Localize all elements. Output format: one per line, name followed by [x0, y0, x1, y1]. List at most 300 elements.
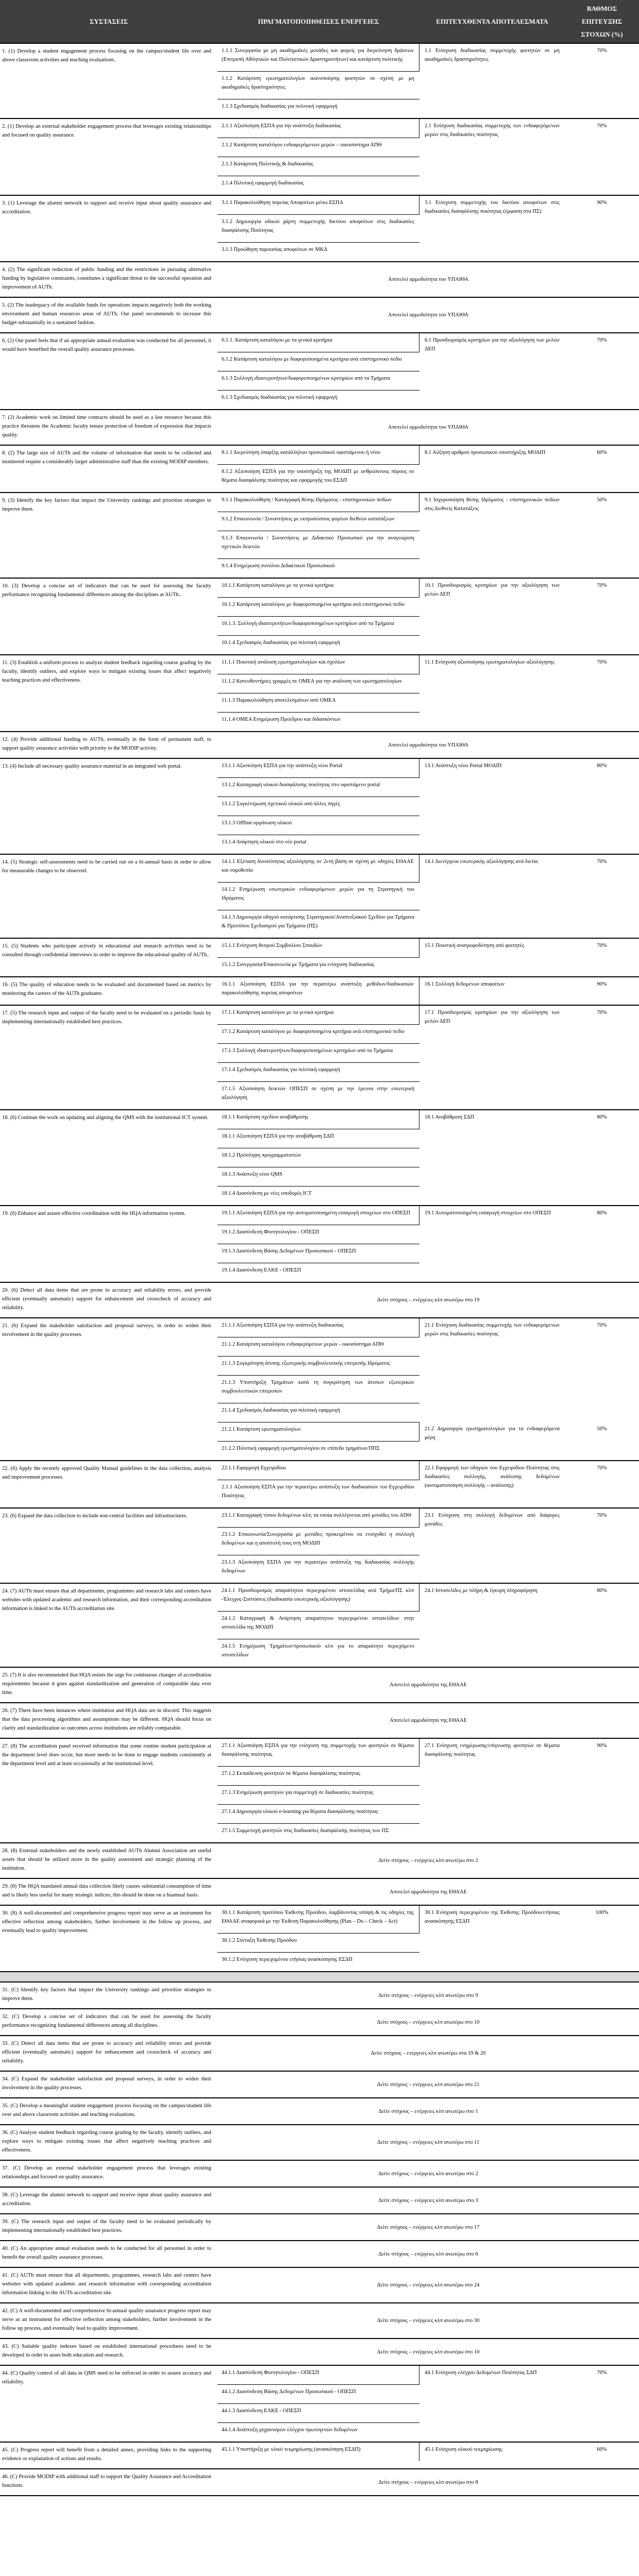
result-cell: 16.1 Συλλογή δεδομένων αποφοίτων — [425, 981, 505, 987]
note-cell: Δείτε στόχους – ενέργειες κλπ ανωτέρω στο 2 — [378, 2171, 478, 2177]
action-group — [217, 1509, 639, 1583]
table-row — [0, 196, 639, 262]
recommendation-cell: 9. (3) Identify the key factors that impact the University rankings and prioritize strategies to improve them. — [2, 498, 211, 512]
table-row — [0, 333, 639, 410]
note-cell: Αποτελεί αρμοδιότητα του ΥΠΑΙΘΑ — [388, 277, 469, 282]
action-item: 44.1.1 Διασύνδεση Φοιτητολογίου - ΟΠΕΣΠ — [217, 2366, 419, 2384]
row-content — [217, 2443, 639, 2468]
table-row — [0, 1843, 639, 1879]
table-row — [0, 2443, 639, 2469]
row-content — [217, 1461, 639, 1507]
table-body — [0, 44, 639, 2496]
actions-column — [217, 579, 419, 654]
note-cell: Αποτελεί αρμοδιότητα του ΥΠΑΙΘΑ — [388, 312, 469, 318]
recommendation-cell: 31. (C) Identify key factors that impact the University rankings and prioritize strategies to improve them. — [2, 1987, 211, 2002]
table-row — [0, 1739, 639, 1843]
recommendation-cell: 25. (7) It is also recommended that HQA resists the urge for continuous changes of accreditation requirements because it goes against standardization and generation of comparable data over time. — [2, 1672, 211, 1696]
table-row — [0, 2188, 639, 2214]
table-row — [0, 1318, 639, 1461]
note-cell: Δείτε στόχους – ενέργειες κλπ ανωτέρω στο 30 — [377, 2318, 480, 2324]
recommendation-cell: 1. (1) Develop a student engagement process focusing on the campus/student life over and above classroom activities and teaching evaluations. — [2, 48, 211, 63]
header-recommendations: ΣΥΣΤΑΣΕΙΣ — [90, 18, 128, 25]
action-item: 17.1.1 Κατάρτιση καταλόγου με τα γενικά κριτήρια — [217, 1006, 419, 1024]
result-cell: 11.1 Ενίσχυση αξιοποίησης ερωτηματολογίων αξιολόγησης — [425, 659, 554, 665]
result-cell: 1.1 Ενίσχυση διαδικασίας συμμετοχής φοιτητών σε μη ακαδημαϊκές δραστηριότητες — [425, 48, 560, 62]
row-content — [217, 2268, 639, 2302]
result-cell: 22.1 Εφαρμογή των οδηγιών του Εγχειριδίου Ποιότητας στις διαδικασίες συλλογής, ανάλυσης δεδομένων (αυτοματοποίηση συλλογής – ανάλυσης) — [425, 1465, 560, 1488]
action-item: 24.1.1 Προσδιορισμός απαραίτητου περιεχομένου ιστοσελίδας ανά Τμήμα/ΠΣ κλπ -Έλεγχος-Συστάσεις (διαδικασία εσωτερικής αξιολόγησης) — [217, 1584, 419, 1611]
table-row — [0, 1206, 639, 1283]
action-item: 21.1.3 Υποστήριξη Τμημάτων κατά τη συγκρότηση των άτυπων εξωτερικών συμβουλευτικών επιτροπών — [217, 1375, 419, 1403]
table-row — [0, 2161, 639, 2188]
actions-column — [217, 1318, 419, 1422]
action-item: 22.1.1 Εφαρμογή Εγχειριδίου — [217, 1461, 419, 1480]
table-row — [0, 410, 639, 446]
result-cell: 21.2 Δημιουργία ερωτηματολογίων για τα ενδιαφερόμενα μέρη — [425, 1426, 560, 1440]
action-group — [217, 1906, 639, 1971]
note-cell: Δείτε στόχους – ενέργειες κλπ ανωτέρω στο 3 — [378, 2197, 478, 2204]
grade-cell: 90% — [597, 200, 607, 206]
grade-cell: 100% — [595, 1910, 609, 1916]
recommendation-cell: 42. (C) A well-documented and comprehensive bi-annual quality assurance progress report may serve as an instrument for effective reflection among stakeholders, further involvement in the follow up process, and eventually lead to quality improvement. — [2, 2308, 211, 2331]
action-item: 14.1.1 Εξέταση δυνατότητας αξιολόγησης σε 2ετή βάση σε σχέση με οδηγίες ΕΘΑΑΕ και νομοθεσία — [217, 855, 419, 882]
row-content — [217, 1006, 639, 1109]
table-row — [0, 2366, 639, 2443]
action-item: 1.1.2 Κατάρτιση ερωτηματολογίων ικανοποίησης φοιτητών σε σχέση με μη ακαδημαϊκές δραστηριότητες — [217, 71, 419, 99]
row-content — [217, 1982, 639, 2008]
note-cell: Δείτε στόχους – ενέργειες κλπ ανωτέρω στο 17 — [377, 2224, 480, 2230]
recommendation-cell: 3. (1) Leverage the alumni network to support and receive input about quality assurance and accreditation. — [2, 200, 211, 215]
row-content — [217, 2214, 639, 2240]
recommendation-cell: 29. (8) The HQA mandated annual data collection likely causes substantial consumption of time and is likely less useful for many strategic indices; this should be done on a biannual basis. — [2, 1884, 211, 1898]
recommendation-cell: 23. (6) Expand the data collection to include non-central facilities and infrastructures. — [2, 1513, 188, 1519]
table-header-row — [0, 0, 639, 44]
actions-column — [217, 655, 419, 731]
recommendation-cell: 16. (5) The quality of education needs to be evaluated and documented based on metrics by monitoring the careers of the AUTh graduates. — [2, 982, 211, 996]
recommendation-cell: 45. (C) Progress report will benefit from a detailed annex, providing links to the supporting evidence or explanation of actions and results. — [2, 2447, 211, 2462]
action-item: 16.1.1 Αξιοποίηση ΕΣΠΑ για την περαιτέρω ανάπτυξη μεθόδων/διαδικασιών παρακολούθησης πορείας αποφοίτων — [217, 977, 419, 1005]
result-cell: 18.1 Αναβάθμιση ΣΔΠ — [425, 1114, 475, 1120]
recommendation-cell: 34. (C) Expand the stakeholder satisfaction and proposal surveys, in order to widen their involvement in the quality processes. — [2, 2076, 211, 2091]
action-group — [217, 1584, 639, 1667]
table-row — [0, 1509, 639, 1584]
recommendation-cell: 38. (C) Leverage the alumni network to support and receive input about quality assurance and accreditation. — [2, 2192, 211, 2207]
table-row — [0, 939, 639, 977]
action-item: 18.1.1 Αξιοποίηση ΕΣΠΑ για την αναβάθμιση ΣΔΠ — [217, 1129, 419, 1148]
actions-column — [217, 1461, 419, 1507]
row-content — [217, 2072, 639, 2097]
grade-cell: 70% — [597, 859, 607, 865]
action-group — [217, 855, 639, 938]
row-content — [217, 196, 639, 261]
row-content — [217, 2241, 639, 2267]
row-content — [217, 1739, 639, 1842]
recommendation-cell: 32. (C) Develop a concise set of indicators that can be used for assessing the faculty performance recognizing fundamental differences among all disciplines. — [2, 2014, 211, 2028]
actions-column — [217, 939, 419, 976]
recommendation-cell: 21. (6) Expand the stakeholder satisfaction and proposal surveys, in order to widen their involvement in the quality processes. — [2, 1323, 211, 1337]
note-cell: Δείτε στόχους – ενέργειες κλπ ανωτέρω στο 6 — [378, 2251, 478, 2257]
recommendation-cell: 46. (C) Provide MODIP with additional staff to support the Quality Assurance and Accreditation functions. — [2, 2474, 211, 2488]
action-item: 6.1.3 Συλλογή ιδιαιτεροτήτων/διαφοροποιημένων κριτηρίων από τα Τμήματα — [217, 371, 419, 390]
row-content — [217, 119, 639, 195]
recommendation-cell: 19. (6) Enhance and assure effective coordination with the HQA information system. — [2, 1211, 186, 1216]
grade-cell: 70% — [597, 943, 607, 948]
action-item: 27.1.5 Συμμετοχή φοιτητών στις διαδικασίες διασφάλισης ποιότητας των ΠΣ — [217, 1823, 419, 1842]
recommendation-cell: 8. (2) The large size of AUTh and the volume of information that needs to be collected and monitored require a considerably larger administrative staff than the existing MODIP members. — [2, 450, 211, 465]
grade-cell: 80% — [597, 1210, 607, 1216]
action-group — [217, 977, 639, 1005]
actions-column — [217, 2366, 419, 2442]
result-cell: 19.1 Αυτοματοποιημένη εισαγωγή στοιχείων στο ΟΠΕΣΠ — [425, 1210, 551, 1216]
result-cell: 30.1 Ενίσχυση περιεχομένου της Έκθεσης Προόδου/ετήσιας ανασκόπησης ΕΣΔΠ — [425, 1910, 560, 1924]
action-item: 2.1.4 Πιλοτική εφαρμογή διαδικασίας — [217, 176, 419, 195]
row-content — [217, 2161, 639, 2187]
table-row — [0, 732, 639, 759]
grade-cell: 70% — [597, 583, 607, 588]
recommendation-cell: 2. (1) Develop an external stakeholder engagement process that leverages existing relationships and focused on quality assurance. — [2, 124, 211, 138]
action-item: 13.1.2 Συγκέντρωση σχετικού υλικού από άλλες πηγές — [217, 796, 419, 816]
action-item: 18.1.2 Πρόσληψη προγραμματιστών — [217, 1148, 419, 1167]
action-item: 21.2.2 Πιλοτική εφαρμογή ερωτηματολογίου σε επίπεδο τμημάτων/ΠΠΣ — [217, 1441, 419, 1460]
action-item: 10.1.1 Κατάρτιση καταλόγου με τα γενικά κριτήρια — [217, 579, 419, 597]
note-cell: Δείτε στόχους – ενέργειες κλπ ανωτέρω στο 2 — [378, 1858, 478, 1863]
recommendation-cell: 13. (4) Include all necessary quality assurance material in an integrated web portal. — [2, 764, 182, 769]
row-content — [217, 655, 639, 731]
recommendation-cell: 7. (2) Academic work on limited time contracts should be used as a last resource because this practice threatens the Academic faculty tenure protection of freedom of expression that impacts quality. — [2, 415, 211, 438]
table-row — [0, 977, 639, 1006]
header-results: ΕΠΙΤΕΥΧΘΕΝΤΑ ΑΠΟΤΕΛΕΣΜΑΤΑ — [436, 18, 548, 25]
table-row — [0, 2098, 639, 2125]
row-content — [217, 1668, 639, 1702]
action-item: 17.1.3 Συλλογή ιδιαιτεροτήτων/διαφοροποιημένων κριτηρίων από τα Τμήματα — [217, 1043, 419, 1062]
action-group — [217, 333, 639, 409]
row-content — [217, 410, 639, 445]
result-cell: 17.1 Προσδιορισμός κριτηρίων για την αξιολόγηση των μελών ΔΕΠ — [425, 1010, 560, 1024]
table-row — [0, 2339, 639, 2366]
table-row — [0, 2125, 639, 2161]
row-content — [217, 298, 639, 332]
action-item: 2.1.2 Κατάρτιση καταλόγου ενδιαφερόμενων μερών – οικοσύστημα ΑΠΘ — [217, 138, 419, 157]
action-item: 13.1.4 Ανάρτηση υλικού στο νέο portal — [217, 835, 419, 854]
action-item: 11.1.4 ΟΜΕΑ Ενημέρωση Προέδρου και διδασκόντων — [217, 712, 419, 731]
action-group — [217, 759, 639, 854]
recommendation-cell: 10. (3) Develop a concise set of indicators that can be used for assessing the faculty performance recognizing fundamental differences among the disciplines at AUTh.. — [2, 583, 211, 598]
table-row — [0, 1110, 639, 1206]
action-group — [217, 2366, 639, 2442]
result-cell: 21.1 Ενίσχυση διαδικασίας συμμετοχής των ενδιαφερόμενων μερών στις διαδικασίες ποιότητας — [425, 1323, 560, 1337]
row-content — [217, 1703, 639, 1738]
recommendation-cell: 22. (6) Apply the recently approved Quality Manual guidelines in the data collection, analysis and improvement processes. — [2, 1466, 211, 1480]
row-content — [217, 1206, 639, 1282]
grade-cell: 90% — [597, 1743, 607, 1749]
action-group — [217, 1110, 639, 1205]
action-group — [217, 1461, 639, 1507]
action-item: 14.1.3 Δημιουργία οδηγού κατάρτισης Στρατηγικού/Αναπτυξιακού Σχεδίου για Τμήματα & Προτύπου Σχεδιασμού για Τμήματα (ΠΣ) — [217, 910, 419, 938]
action-item: 9.1.3 Επικοινωνία / Συναντήσεις με Διδακτικό Προσωπικό για την αναγνώριση σχετικών δεικτών — [217, 531, 419, 558]
table-row — [0, 2303, 639, 2339]
note-cell: Δείτε στόχους – ενέργειες κλπ ανωτέρω στο 10 — [377, 2349, 480, 2355]
actions-column — [217, 333, 419, 409]
action-group — [217, 196, 639, 261]
result-cell: 45.1 Ενίσχυση υλικού τεκμηρίωσης — [425, 2447, 502, 2452]
action-item: 17.1.5 Αξιοποίηση δεικτών ΟΠΕΣΠ σε σχέση με την έρευνα στην εσωτερική αξιολόγηση — [217, 1081, 419, 1109]
action-item: 19.1.1 Αξιοποίηση ΕΣΠΑ για την αυτοματοποιημένη εισαγωγή στοιχείων στο ΟΠΕΣΠ — [217, 1206, 419, 1225]
action-item: 21.2.1 Κατάρτιση ερωτηματολογίων — [217, 1422, 419, 1441]
action-item: 17.1.4 Σχεδιασμός διαδικασίας για πιλοτική εφαρμογή — [217, 1062, 419, 1081]
table-row — [0, 2469, 639, 2496]
action-item: 2.1.1 Αξιοποίηση ΕΣΠΑ για την ανάπτυξη διαδικασίας — [217, 119, 419, 138]
recommendation-cell: 40. (C) An appropriate annual evaluation needs to be conducted for all personnel in order to benefit the overall quality assurance processes. — [2, 2246, 211, 2260]
action-group — [217, 655, 639, 731]
action-group — [217, 493, 639, 578]
note-cell: Δείτε στόχους – ενέργειες κλπ ανωτέρω στο 9 — [378, 1992, 478, 1998]
table-row — [0, 759, 639, 855]
table-row — [0, 1584, 639, 1668]
action-item: 30.1.2 Σύνταξη Έκθεσης Προόδου — [217, 1933, 419, 1952]
actions-column — [217, 977, 419, 1005]
note-cell: Δείτε στόχους – ενέργειες κλπ ανωτέρω στο 1 — [378, 2108, 478, 2114]
action-group — [217, 579, 639, 654]
note-cell: Δείτε στόχους – ενέργειες κλπ ανωτέρω στα 19 & 20 — [371, 2050, 486, 2056]
recommendation-cell: 27. (8) The accreditation panel received information that some routine student participation at the department level does occur, but more needs to be done to engage students consistently at the department level and at least occasionally at the institutional level. — [2, 1743, 211, 1767]
grade-cell: 70% — [597, 123, 607, 129]
row-content — [217, 1584, 639, 1667]
note-cell: Δείτε στόχους – ενέργειες κλπ ανωτέρω στο 19 — [377, 1297, 480, 1303]
action-item: 11.1.1 Ποιοτική ανάλυση ερωτηματολογίων και σχολίων — [217, 655, 419, 674]
action-group — [217, 939, 639, 976]
recommendation-cell: 35. (C) Develop a meaningful student engagement process focusing on the campus/student life over and above classroom activities and teaching evaluations. — [2, 2103, 211, 2117]
action-group — [217, 2443, 639, 2461]
result-cell: 6.1 Προσδιορισμός κριτηρίων για την αξιολόγηση των μελών ΔΕΠ — [425, 337, 560, 352]
table-row — [0, 2072, 639, 2098]
action-item: 44.1.3 Διασύνδεση ΕΛΚΕ - ΟΠΕΣΠ — [217, 2403, 419, 2422]
action-item: 27.1.2 Εκπαίδευση φοιτητών σε θέματα διασφάλισης ποιότητας — [217, 1766, 419, 1785]
recommendation-cell: 33. (C) Detect all data items that are prone to accuracy and reliability errors and provide efficient (eventually automatic) support for enhancement and crosscheck of accuracy and reliability. — [2, 2041, 211, 2064]
header-actions: ΠΡΑΓΜΑΤΟΠΟΙΗΘΕΙΣΕΣ ΕΝΕΡΓΕΙΕΣ — [258, 18, 379, 25]
recommendation-cell: 11. (3) Establish a uniform process to analyze student feedback regarding course grading by the faculty, identify outliers, and explore ways to mitigate existing issues that affect negatively teaching practices and effectiveness. — [2, 660, 211, 683]
row-content — [217, 2303, 639, 2338]
row-content — [217, 855, 639, 938]
action-item: 3.1.2 Δημιουργία οδικού χάρτη συμμετοχής δικτύου αποφοίτων στις διαδικασίες διασφάλισης Ποιότητας — [217, 214, 419, 242]
result-cell: 23.1 Ενίσχυση στη συλλογή δεδομένων από διάφορες μονάδες — [425, 1513, 560, 1527]
recommendation-cell: 12. (4) Provide additional funding to AUTh, eventually in the form of permanent staff, to support quality assurance activities with priority to the MODIP activity. — [2, 737, 211, 751]
action-item: 17.1.2 Κατάρτιση καταλόγου με διαφοροποιημένα κριτήρια ανά επιστημονικό πεδίο — [217, 1024, 419, 1043]
note-cell: Δείτε στόχους – ενέργειες κλπ ανωτέρω στο 11 — [377, 2140, 480, 2145]
table-row — [0, 1461, 639, 1509]
action-item: 3.1.1 Παρακολούθηση πορείας Αποφοίτων μέσω ΕΣΠΑ — [217, 196, 419, 214]
table-row — [0, 493, 639, 579]
actions-column — [217, 119, 419, 195]
grade-cell: 50% — [597, 497, 607, 503]
row-content — [217, 44, 639, 118]
actions-column — [217, 493, 419, 578]
actions-column — [217, 1739, 419, 1842]
row-content — [217, 2009, 639, 2035]
action-group — [217, 1206, 639, 1282]
row-content — [217, 1318, 639, 1460]
row-content — [217, 262, 639, 297]
table-row — [0, 1879, 639, 1906]
recommendation-cell: 41. (C) AUTh must ensure that all departments, programmes, research labs and centers have websites with updated academic and research information with corresponding accreditation information linking to the AUTh accreditation site. — [2, 2273, 211, 2296]
table-row — [0, 2009, 639, 2036]
action-group — [217, 1318, 639, 1422]
note-cell: Δείτε στόχους – ενέργειες κλπ ανωτέρω στο 10 — [377, 2019, 480, 2025]
result-cell: 2.1 Ενίσχυση διαδικασίας συμμετοχής των ενδιαφερόμενων μερών στις διαδικασίες ποιότητας — [425, 123, 560, 138]
row-content — [217, 2125, 639, 2160]
row-content — [217, 1843, 639, 1878]
recommendation-cell: 4. (2) The significant reduction of public funding and the restrictions in pursuing alternative funding by legislative constraints, constitutes a significant threat to the successful operation and improvement of AUTh. — [2, 267, 211, 290]
table-row — [0, 1906, 639, 1972]
recommendation-cell: 17. (5) The research input and output of the faculty need to be evaluated on a periodic basis by implementing internationally established best practices. — [2, 1010, 211, 1025]
action-item: 11.1.2 Κατευθυντήριες γραμμές σε ΟΜΕΑ για την ανάλυση των ερωτηματολογίων — [217, 674, 419, 693]
note-cell: Αποτελεί αρμοδιότητα της ΕΘΑΑΕ — [390, 1889, 467, 1895]
table-row — [0, 1283, 639, 1318]
action-item: 18.1.3 Ανάπτυξη νέου QMS — [217, 1167, 419, 1186]
result-cell: 8.1 Αύξηση αριθμού προσωπικού υποστήριξης ΜΟΔΙΠ — [425, 450, 546, 455]
table-row — [0, 2036, 639, 2072]
action-group — [217, 446, 639, 492]
action-item: 6.1.1. Κατάρτιση καταλόγου με τα γενικά κριτήρια — [217, 333, 419, 352]
actions-column — [217, 196, 419, 261]
grade-cell: 80% — [597, 763, 607, 769]
action-group — [217, 44, 639, 118]
recommendation-cell: 43. (C) Suitable quality indexes based on established international procedures need to be developed in order to asses both education and research. — [2, 2344, 211, 2358]
recommendation-cell: 5. (2) The inadequacy of the available funds for operations impacts negatively both the working environment and human resources areas of AUTh. Our panel recommends to increase this budget substantially in a sustained fashion. — [2, 302, 211, 326]
grade-cell: 70% — [597, 337, 607, 343]
row-content — [217, 759, 639, 854]
table-row — [0, 655, 639, 732]
table-row — [0, 44, 639, 119]
recommendation-cell: 36. (C) Analyze student feedback regarding course grading by the faculty, identify outliers, and explore ways to mitigate existing issues that affect negatively teaching practices and effectiveness. — [2, 2130, 211, 2153]
action-item: 13.1.1 Αξιοποίηση ΕΣΠΑ για την ανάπτυξη νέου Portal — [217, 759, 419, 777]
action-item: 21.1.1 Αξιοποίηση ΕΣΠΑ για την ανάπτυξη διαδικασίας — [217, 1318, 419, 1337]
action-item: 19.1.2 Διασύνδεση Φοιτητολογίου - ΟΠΕΣΠ — [217, 1225, 419, 1244]
row-content — [217, 579, 639, 654]
action-item: 15.1.1 Ενίσχυση θεσμού Συμβούλου Σπουδών — [217, 939, 419, 957]
action-item: 6.1.3 Σχεδιασμός διαδικασίας για πιλοτική εφαρμογή — [217, 390, 419, 409]
result-cell: 9.1 Ισχυροποίηση θέσης Ιδρύματος - επιστημονικών πεδίων στις Διεθνείς Κατατάξεις — [425, 497, 560, 512]
result-cell: 15.1 Ποιοτική ανατροφοδότηση από φοιτητές — [425, 943, 525, 948]
recommendation-cell: 15. (5) Students who participate actively in educational and research activities need to be consulted through confidential interviews in order to improve the educational quality of AUTh.. — [2, 943, 211, 958]
action-item: 1.1.3 Σχεδιασμός διαδικασίας για πιλοτική εφαρμογή — [217, 99, 419, 118]
note-cell: Δείτε στόχους – ενέργειες κλπ ανωτέρω στο 24 — [377, 2282, 480, 2288]
action-item: 9.1.1 Παρακολούθηση / Καταγραφή θέσης Ιδρύματος - επιστημονικών πεδίων — [217, 493, 419, 512]
table-row — [0, 298, 639, 333]
row-content — [217, 2366, 639, 2442]
actions-column — [217, 1206, 419, 1282]
grade-cell: 70% — [597, 2370, 607, 2376]
recommendation-cell: 14. (5) Strategic self-assessments need to be carried out on a bi-annual basis in order to allow for measurable changes to be observed. — [2, 859, 211, 874]
action-item: 10.1.2 Κατάρτιση καταλόγου με διαφοροποιημένα κριτήρια ανά επιστημονικό πεδίο — [217, 597, 419, 616]
note-cell: Αποτελεί αρμοδιότητα της ΕΘΑΑΕ — [390, 1682, 467, 1688]
action-group — [217, 1422, 639, 1460]
note-cell: Δείτε στόχους – ενέργειες κλπ ανωτέρω στο 8 — [378, 2479, 478, 2485]
recommendation-cell: 20. (6) Detect all data items that are prone to accuracy and reliability errors, and provide efficient (eventually automatic) support for enhancement and crosscheck of accuracy and reliability. — [2, 1287, 211, 1311]
grade-cell: 70% — [597, 659, 607, 665]
row-content — [217, 1110, 639, 1205]
table-row — [0, 855, 639, 939]
header-grade: ΒΑΘΜΟΣ ΕΠΙΤΕΥΞΗΣ ΣΤΟΧΩΝ (%) — [581, 5, 623, 38]
action-group — [217, 1006, 639, 1109]
action-item: 9.1.2 Επικοινωνία / Συναντήσεις με εκπροσώπους φορέων διεθνών κατατάξεων — [217, 512, 419, 531]
result-cell: 24.1 Ιστοσελίδες με πλήρη & έγκυρη πληροφόρηση — [425, 1588, 537, 1594]
row-content — [217, 2098, 639, 2124]
actions-column — [217, 855, 419, 938]
action-item: 2.1.1 Αξιοποίηση ΕΣΠΑ για την περαιτέρω ανάπτυξη των διαδικασιών του Εγχειριδίου Ποιότητας — [217, 1480, 419, 1507]
action-item: 23.1.2 Επικοινωνία/Συνεργασία με μονάδες προκειμένου να ενισχυθεί η συλλογή δεδομένων και η αποστολή τους στη ΜΟΔΙΠ — [217, 1527, 419, 1555]
result-cell: 13.1 Ανάπτυξη νέου Portal ΜΟΔΙΠ — [425, 763, 502, 769]
note-cell: Αποτελεί αρμοδιότητα του ΥΠΑΙΘΑ — [388, 425, 469, 430]
row-content — [217, 333, 639, 409]
note-cell: Αποτελεί αρμοδιότητα του ΥΠΑΙΘΑ — [388, 742, 469, 748]
table-row — [0, 2268, 639, 2303]
action-item: 27.1.1 Αξιοποίηση ΕΣΠΑ για την ενίσχυση της συμμετοχής των φοιτητών σε θέματα διασφάλισης ποιότητας — [217, 1739, 419, 1766]
row-content — [217, 2188, 639, 2213]
row-content — [217, 1906, 639, 1971]
actions-column — [217, 759, 419, 854]
actions-column — [217, 1906, 419, 1971]
recommendation-cell: 30. (8) A well-documented and comprehensive progress report may serve as an instrument for effective reflection among stakeholders, further involvement in the follow up process, and eventually lead to quality improvement. — [2, 1910, 211, 1934]
action-item: 6.1.2 Κατάρτιση καταλόγου με διαφοροποιημένα κριτήρια ανά επιστημονικό πεδίο — [217, 352, 419, 371]
note-cell: Δείτε στόχους – ενέργειες κλπ ανωτέρω στο 21 — [377, 2081, 480, 2088]
action-item: 44.1.4 Ανάπτυξη μηχανισμών ελέγχου πρωτογενών δεδομένων — [217, 2422, 419, 2442]
action-item: 21.1.2 Κατάρτιση καταλόγου ενδιαφερόμενων μερών - οικοσύστημα ΑΠΘ — [217, 1337, 419, 1356]
action-item: 13.1.3 Offline οργάνωση υλικού — [217, 816, 419, 835]
action-item: 11.1.3 Παρακολούθηση αποτελεσμάτων από ΟΜΕΑ — [217, 693, 419, 712]
action-item: 19.1.4 Διασύνδεση ΕΛΚΕ - ΟΠΕΣΠ — [217, 1263, 419, 1282]
actions-column — [217, 44, 419, 118]
actions-column — [217, 446, 419, 492]
grade-cell: 60% — [597, 2447, 607, 2452]
action-item: 24.1.5 Ενημέρωση Τμημάτων/προσωπικού κλπ για το απαραίτητο περιεχόμενο ιστοσελίδων — [217, 1639, 419, 1667]
recommendation-cell: 26. (7) There have been instances where institution and HQA data are in discord. This suggests that the data processing algorithms and assumptions may be different. HQA should focus on clarity and standardization so outcomes across institutions are reliably comparable. — [2, 1708, 211, 1731]
recommendation-cell: 28. (8) External stakeholders and the newly established AUTh Alumni Association are useful assets that should be utilized more in the quality assessment and strategic planning of the institution. — [2, 1848, 211, 1871]
result-cell: 27.1 Ενίσχυση ενημέρωσης/επίγνωσης φοιτητών σε θέματα διασφάλισης ποιότητας — [425, 1743, 560, 1757]
action-item: 23.1.3 Αξιοποίηση ΕΣΠΑ για την περαιτέρω ανάπτυξη της διαδικασίας συλλογής δεδομένων — [217, 1555, 419, 1583]
action-item: 19.1.3 Διασύνδεση Βάσης Δεδομένων Προσωπικού - ΟΠΕΣΠ — [217, 1244, 419, 1263]
result-cell: 3.1 Ενίσχυση συμμετοχής του δικτύου αποφοίτων στις διαδικασίες διασφάλισης ποιότητας (έμφαση στα ΠΣ) — [425, 200, 560, 214]
grade-cell: 70% — [597, 48, 607, 54]
recommendation-cell: 37. (C) Develop an external stakeholder engagement process that leverages existing relationships and focused on quality assurance. — [2, 2165, 211, 2180]
action-item: 9.1.4 Ενημέρωση συνόλου Διδακτικού Προσωπικού — [217, 558, 419, 578]
recommendation-cell: 44. (C) Quality control of all data in QMS need to be enforced in order to assure accuracy and reliability. — [2, 2370, 211, 2385]
note-cell: Αποτελεί αρμοδιότητα της ΕΘΑΑΕ — [390, 1718, 467, 1723]
table-row — [0, 446, 639, 493]
grade-cell: 70% — [597, 1465, 607, 1471]
row-content — [217, 939, 639, 976]
grade-cell: 80% — [597, 1114, 607, 1120]
row-content — [217, 446, 639, 492]
row-content — [217, 2469, 639, 2495]
action-item: 18.1.4 Διασύνδεση με νέες υποδομές ICT — [217, 1186, 419, 1205]
recommendation-cell: 18. (6) Continue the work on updating and aligning the QMS with the institutional ICT system. — [2, 1115, 209, 1121]
action-group — [217, 119, 639, 195]
result-cell: 44.1 Ενίσχυση ελέγχου Δεδομένων Ποιότητας ΣΔΠ — [425, 2370, 537, 2376]
action-item: 15.1.2 Συνεργασία/Επικοινωνία με Τμήματα για ενίσχυση διαδικασίας — [217, 957, 419, 976]
row-content — [217, 732, 639, 758]
recommendation-cell: 24. (7) AUTh must ensure that all departments, programmes and research labs and centers have websites with updated academic and research information, and their corresponding accreditation information is linked to the AUTh accreditation site. — [2, 1588, 211, 1612]
table-row — [0, 262, 639, 298]
action-item: 2.1.3 Κατάρτιση Πολιτικής & διαδικασίας — [217, 157, 419, 176]
grade-cell: 70% — [597, 1323, 607, 1328]
table-row — [0, 579, 639, 655]
action-item: 23.1.1 Καταγραφή τύπου δεδομένων κλπ, τα οποία συλλέγονται από μονάδες του ΑΠΘ — [217, 1509, 419, 1527]
action-item: 30.1.1 Κατάρτιση προτύπου Έκθεσης Προόδου, λαμβάνοντας υπόψη & τις οδηγίες της ΕΘΑΑΕ αναφορικά με την Έκθεση Παρακολούθησης (Plan – Do – Check – Act) — [217, 1906, 419, 1933]
table-row — [0, 1982, 639, 2009]
row-content — [217, 2339, 639, 2365]
action-item: 1.1.1 Συνεργασία με μη ακαδημαϊκές μονάδες και φορείς για διερεύνηση δράσεων (Επιτροπή Αθλητικών και Πολιτιστικών Δραστηριοτήτων) και κατάρτιση πολιτικής — [217, 44, 419, 71]
actions-column — [217, 1422, 419, 1460]
